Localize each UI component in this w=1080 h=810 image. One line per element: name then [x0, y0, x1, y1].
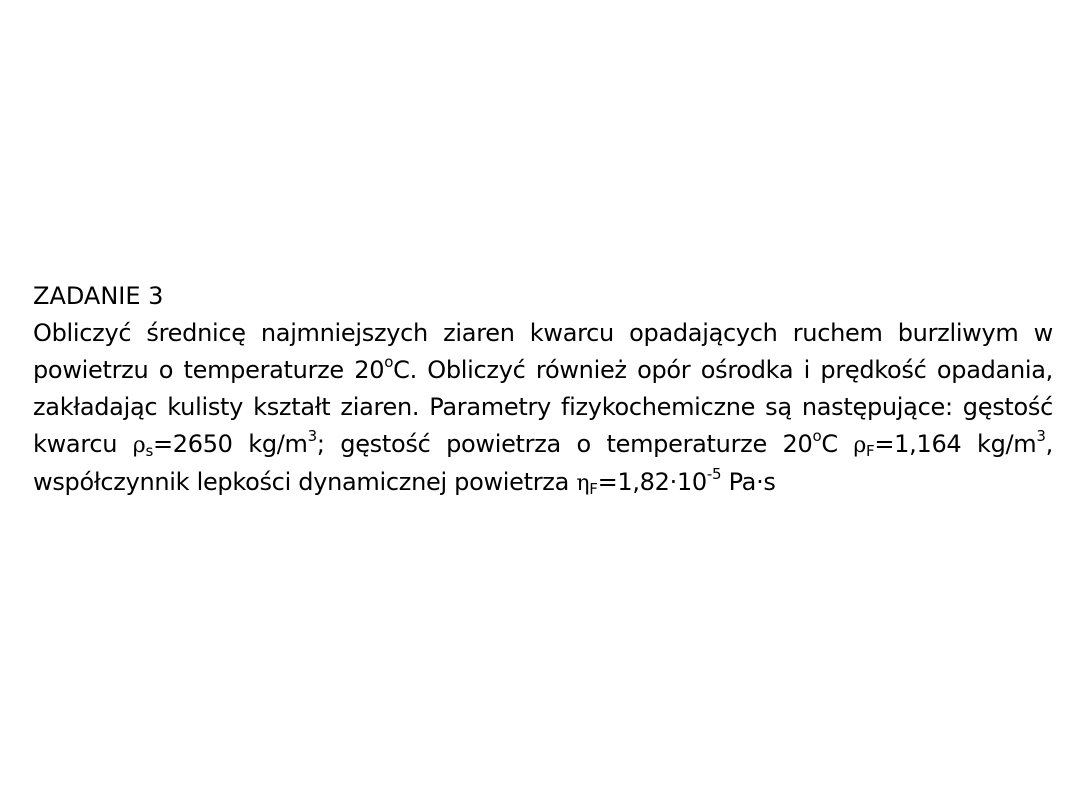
text-segment: Obliczyć średnicę najmniejszych ziaren kwarcu opadających ruchem burzliwym w powietrzu o temperaturze 20	[33, 319, 1053, 384]
text-segment: , współczynnik lepkości dynamicznej powietrza	[33, 430, 1053, 496]
subscript-f: F	[589, 480, 598, 498]
text-segment: =2650 kg/m	[152, 430, 308, 458]
rho-symbol: ρ	[132, 433, 146, 458]
text-segment: ; gęstość powietrza o temperaturze 20	[316, 430, 813, 458]
degree-sign: o	[812, 427, 822, 445]
task-description	[33, 315, 1053, 502]
superscript-3: 3	[307, 427, 317, 445]
text-segment: C	[821, 430, 854, 458]
text-segment: Pa·s	[721, 468, 776, 496]
eta-symbol: η	[576, 471, 590, 496]
task-title: ZADANIE 3	[33, 282, 164, 310]
degree-sign: o	[384, 353, 394, 371]
task-block	[33, 278, 1053, 502]
subscript-f: F	[866, 442, 875, 460]
text-segment: C. Obliczyć również opór ośrodka i prędkość opadania, zakładając kulisty kształt ziaren. Parametry fizykochemiczne są następujące: gęstość kwarcu	[33, 356, 1053, 458]
superscript-exponent: -5	[706, 465, 722, 483]
rho-symbol: ρ	[853, 433, 867, 458]
text-segment: =1,82·10	[597, 468, 707, 496]
text-segment: =1,164 kg/m	[874, 430, 1037, 458]
superscript-3: 3	[1036, 427, 1046, 445]
subscript-s: s	[145, 442, 153, 460]
